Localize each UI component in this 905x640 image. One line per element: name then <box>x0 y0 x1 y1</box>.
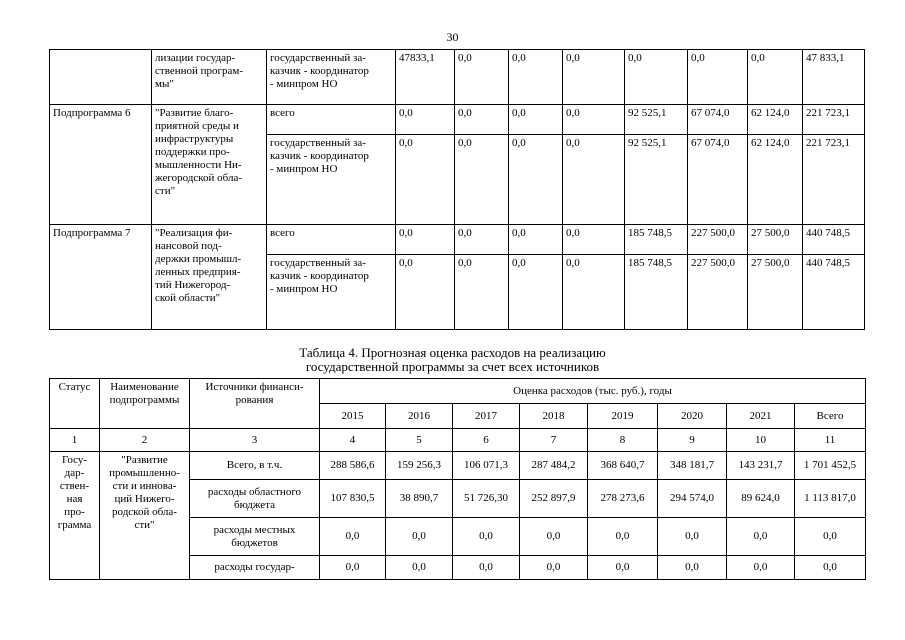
forecast-table <box>49 378 866 580</box>
table-row <box>50 50 865 105</box>
value-cell: 0,0 <box>386 556 453 580</box>
year-header: 2018 <box>520 404 588 429</box>
value-cell: 89 624,0 <box>727 480 795 518</box>
value-cell: 221 723,1 <box>803 105 865 135</box>
header-estimate: Оценка расходов (тыс. руб.), годы <box>320 379 866 404</box>
value-cell: 106 071,3 <box>453 452 520 480</box>
subprogram-name-cell: лизации государ- ственной програм- мы" <box>152 50 267 105</box>
value-cell: 227 500,0 <box>688 255 748 330</box>
value-cell: 67 074,0 <box>688 105 748 135</box>
value-cell: 67 074,0 <box>688 135 748 225</box>
header-source: Источники финанси- рования <box>190 379 320 429</box>
value-cell: 0,0 <box>509 135 563 225</box>
source-cell: государственный за- казчик - координатор - минпром НО <box>267 135 396 225</box>
caption-line-2: государственной программы за счет всех источников <box>305 359 600 374</box>
value-cell: 0,0 <box>563 255 625 330</box>
source-cell: расходы местных бюджетов <box>190 518 320 556</box>
source-cell: всего <box>267 225 396 255</box>
value-cell: 1 113 817,0 <box>795 480 866 518</box>
header-status: Статус <box>50 379 100 429</box>
value-cell: 159 256,3 <box>386 452 453 480</box>
value-cell: 1 701 452,5 <box>795 452 866 480</box>
header-name: Наименование подпрограммы <box>100 379 190 429</box>
value-cell: 0,0 <box>795 556 866 580</box>
column-number: 2 <box>100 429 190 452</box>
value-cell: 221 723,1 <box>803 135 865 225</box>
status-cell: Подпрограмма 6 <box>50 105 152 225</box>
column-number: 6 <box>453 429 520 452</box>
value-cell: 0,0 <box>396 255 455 330</box>
column-number-row <box>50 429 866 452</box>
value-cell: 440 748,5 <box>803 225 865 255</box>
year-header: 2020 <box>658 404 727 429</box>
year-header: 2019 <box>588 404 658 429</box>
column-number: 5 <box>386 429 453 452</box>
value-cell: 0,0 <box>509 105 563 135</box>
value-cell: 0,0 <box>658 518 727 556</box>
value-cell: 0,0 <box>455 255 509 330</box>
value-cell: 0,0 <box>748 50 803 105</box>
source-cell: расходы областного бюджета <box>190 480 320 518</box>
value-cell: 27 500,0 <box>748 255 803 330</box>
forecast-table-body <box>50 379 866 580</box>
table-caption <box>0 346 905 374</box>
subprogram-name-cell: "Реализация фи- нансовой под- держки промышл- ленных предприя- тий Нижегород- ской области" <box>152 225 267 330</box>
value-cell: 0,0 <box>455 105 509 135</box>
value-cell: 38 890,7 <box>386 480 453 518</box>
value-cell: 51 726,30 <box>453 480 520 518</box>
value-cell: 0,0 <box>509 255 563 330</box>
value-cell: 185 748,5 <box>625 225 688 255</box>
value-cell: 440 748,5 <box>803 255 865 330</box>
value-cell: 278 273,6 <box>588 480 658 518</box>
source-cell: государственный за- казчик - координатор - минпром НО <box>267 50 396 105</box>
value-cell: 27 500,0 <box>748 225 803 255</box>
column-number: 8 <box>588 429 658 452</box>
table-row <box>50 105 865 135</box>
value-cell: 0,0 <box>563 225 625 255</box>
value-cell: 107 830,5 <box>320 480 386 518</box>
value-cell: 0,0 <box>320 556 386 580</box>
value-cell: 0,0 <box>509 225 563 255</box>
page-number: 30 <box>446 30 459 44</box>
value-cell: 0,0 <box>727 518 795 556</box>
value-cell: 0,0 <box>520 556 588 580</box>
value-cell: 0,0 <box>588 518 658 556</box>
status-cell <box>50 50 152 105</box>
value-cell: 0,0 <box>727 556 795 580</box>
column-number: 11 <box>795 429 866 452</box>
status-cell: Подпрограмма 7 <box>50 225 152 330</box>
source-cell: расходы государ- <box>190 556 320 580</box>
value-cell: 0,0 <box>455 225 509 255</box>
value-cell: 0,0 <box>386 518 453 556</box>
value-cell: 143 231,7 <box>727 452 795 480</box>
column-number: 9 <box>658 429 727 452</box>
table-row <box>50 452 866 480</box>
year-header: Всего <box>795 404 866 429</box>
caption-line-1: Таблица 4. Прогнозная оценка расходов на реализацию <box>299 345 606 360</box>
year-header: 2017 <box>453 404 520 429</box>
value-cell: 92 525,1 <box>625 105 688 135</box>
value-cell: 0,0 <box>396 135 455 225</box>
value-cell: 0,0 <box>453 556 520 580</box>
value-cell: 47 833,1 <box>803 50 865 105</box>
value-cell: 62 124,0 <box>748 105 803 135</box>
column-number: 10 <box>727 429 795 452</box>
value-cell: 0,0 <box>396 225 455 255</box>
value-cell: 185 748,5 <box>625 255 688 330</box>
value-cell: 0,0 <box>455 50 509 105</box>
value-cell: 287 484,2 <box>520 452 588 480</box>
year-header: 2016 <box>386 404 453 429</box>
source-cell: всего <box>267 105 396 135</box>
value-cell: 0,0 <box>563 50 625 105</box>
column-number: 4 <box>320 429 386 452</box>
column-number: 7 <box>520 429 588 452</box>
value-cell: 0,0 <box>563 135 625 225</box>
value-cell: 368 640,7 <box>588 452 658 480</box>
header-row <box>50 379 866 404</box>
value-cell: 0,0 <box>563 105 625 135</box>
year-header: 2021 <box>727 404 795 429</box>
column-number: 3 <box>190 429 320 452</box>
source-cell: государственный за- казчик - координатор - минпром НО <box>267 255 396 330</box>
value-cell: 0,0 <box>509 50 563 105</box>
value-cell: 0,0 <box>795 518 866 556</box>
program-name-cell: "Развитие промышленно- сти и иннова- ций Нижего- родской обла- сти" <box>100 452 190 580</box>
year-header: 2015 <box>320 404 386 429</box>
value-cell: 227 500,0 <box>688 225 748 255</box>
value-cell: 0,0 <box>625 50 688 105</box>
value-cell: 0,0 <box>688 50 748 105</box>
value-cell: 0,0 <box>396 105 455 135</box>
value-cell: 92 525,1 <box>625 135 688 225</box>
value-cell: 0,0 <box>658 556 727 580</box>
program-status-cell: Госу- дар- ствен- ная про- грамма <box>50 452 100 580</box>
value-cell: 0,0 <box>455 135 509 225</box>
value-cell: 0,0 <box>520 518 588 556</box>
table-row <box>50 225 865 255</box>
value-cell: 47833,1 <box>396 50 455 105</box>
value-cell: 348 181,7 <box>658 452 727 480</box>
source-cell: Всего, в т.ч. <box>190 452 320 480</box>
value-cell: 0,0 <box>453 518 520 556</box>
column-number: 1 <box>50 429 100 452</box>
value-cell: 62 124,0 <box>748 135 803 225</box>
value-cell: 0,0 <box>320 518 386 556</box>
value-cell: 0,0 <box>588 556 658 580</box>
value-cell: 294 574,0 <box>658 480 727 518</box>
subprogram-name-cell: "Развитие благо- приятной среды и инфраструктуры поддержки про- мышленности Ни- жегородской обла- сти" <box>152 105 267 225</box>
value-cell: 288 586,6 <box>320 452 386 480</box>
continued-table-body <box>50 50 865 330</box>
continued-table <box>49 49 865 330</box>
value-cell: 252 897,9 <box>520 480 588 518</box>
